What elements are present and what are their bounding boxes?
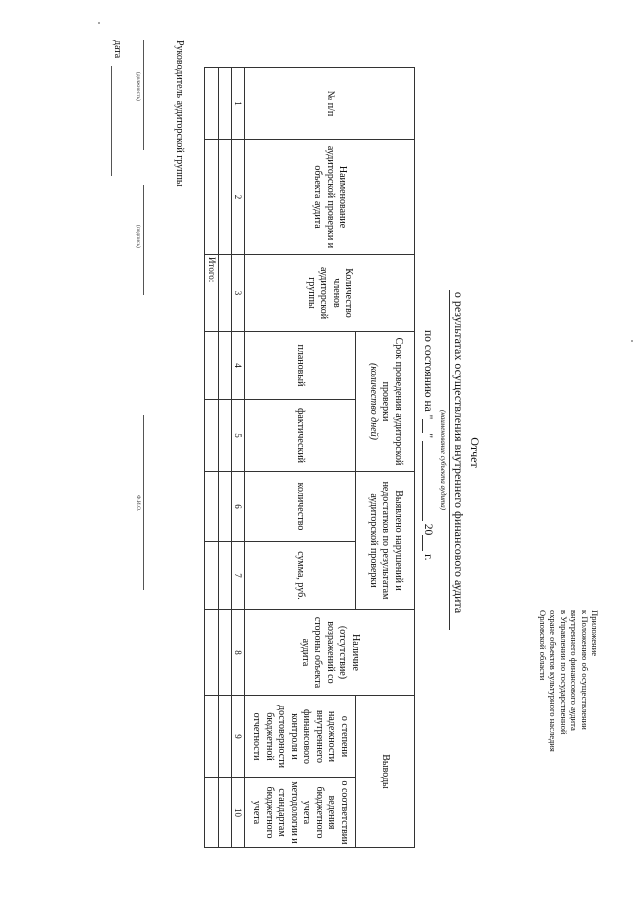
position-line (143, 40, 144, 150)
subject-caption: (наименование субъекта аудита) (439, 409, 447, 510)
column-number: 9 (232, 696, 245, 778)
table-cell (219, 140, 232, 255)
table-row (219, 68, 232, 848)
month-blank (422, 441, 435, 521)
signature-line (143, 185, 144, 295)
header-duration (356, 332, 415, 472)
table-cell (205, 778, 219, 848)
header-violations-sum: сумма, руб. (245, 542, 356, 610)
column-number: 6 (232, 472, 245, 542)
report-table (205, 67, 416, 848)
table-cell (219, 610, 232, 696)
header-no: № п/п (245, 68, 415, 140)
name-caption: Ф.И.О. (135, 495, 141, 512)
appendix-note (538, 610, 600, 840)
appendix-line: Орловской области (537, 610, 548, 681)
column-number: 1 (232, 68, 245, 140)
header-duration-text: Срок проведения аудиторской проверки (380, 337, 404, 466)
column-number: 4 (232, 332, 245, 400)
table-cell (219, 332, 232, 400)
year-blank (422, 535, 435, 551)
header-duration-planned: плановый (245, 332, 356, 400)
header-conclusions-compliance: о соответствии ведения бюджетного учета методологии и стандартам бюджетного учета (245, 778, 356, 848)
appendix-line: внутреннего финансового аудита (569, 610, 580, 731)
header-name: Наименование аудиторской проверки и объекта аудита (245, 140, 415, 255)
column-number: 5 (232, 400, 245, 472)
appendix-line: к Положению об осуществлении (579, 610, 590, 730)
table-cell (205, 140, 219, 255)
total-row (205, 68, 219, 848)
header-objections: Наличие (отсутствие) возражений со стороны объекта аудита (245, 610, 415, 696)
subject-line (449, 290, 450, 630)
scan-speck (631, 340, 633, 342)
as-of-prefix: по состоянию на " (422, 330, 434, 420)
date-label: дата (112, 40, 123, 59)
date-line (111, 66, 112, 176)
header-conclusions-reliability: о степени надежности внутреннего финансового контроля и достоверности бюджетной отчетности (245, 696, 356, 778)
table-cell (205, 542, 219, 610)
column-number: 10 (232, 778, 245, 848)
header-violations: Выявлено нарушений и недостатков по результатам аудиторской проверки (356, 472, 415, 610)
table-cell (205, 68, 219, 140)
table-cell (205, 696, 219, 778)
scan-speck (98, 22, 100, 24)
report-subtitle: о результатах осуществления внутреннего финансового аудита (452, 291, 466, 614)
column-number: 8 (232, 610, 245, 696)
header-conclusions: Выводы (356, 696, 415, 848)
year-suffix: г. (422, 554, 434, 561)
signature-caption: (подпись) (135, 225, 141, 248)
as-of-quote: " (422, 433, 434, 439)
header-duration-actual: фактический (245, 400, 356, 472)
table-cell (219, 696, 232, 778)
column-number: 7 (232, 542, 245, 610)
table-cell (219, 472, 232, 542)
appendix-line: в Управлении по государственной (558, 610, 569, 735)
header-duration-note: (количество дней) (367, 363, 379, 440)
appendix-line: Приложение (590, 610, 600, 657)
table-cell (219, 400, 232, 472)
report-title: Отчет (468, 437, 482, 468)
table-cell (205, 400, 219, 472)
column-number: 3 (232, 255, 245, 332)
appendix-line: охране объектов культурного наследия (548, 610, 559, 752)
position-caption: (должность) (135, 72, 141, 101)
day-blank (422, 419, 435, 433)
table-cell (219, 542, 232, 610)
column-number: 2 (232, 140, 245, 255)
table-cell (205, 472, 219, 542)
total-label: Итого: (205, 255, 219, 332)
name-line (143, 415, 144, 590)
table-cell (219, 68, 232, 140)
as-of-date (422, 330, 435, 560)
table-cell (205, 610, 219, 696)
table-cell (205, 332, 219, 400)
header-members: Количество членов аудиторской группы (245, 255, 415, 332)
group-head-label: Руководитель аудиторской группы (174, 40, 185, 187)
table-cell (219, 255, 232, 332)
year-prefix: 20 (422, 523, 434, 536)
table-cell (219, 778, 232, 848)
header-violations-count: количество (245, 472, 356, 542)
